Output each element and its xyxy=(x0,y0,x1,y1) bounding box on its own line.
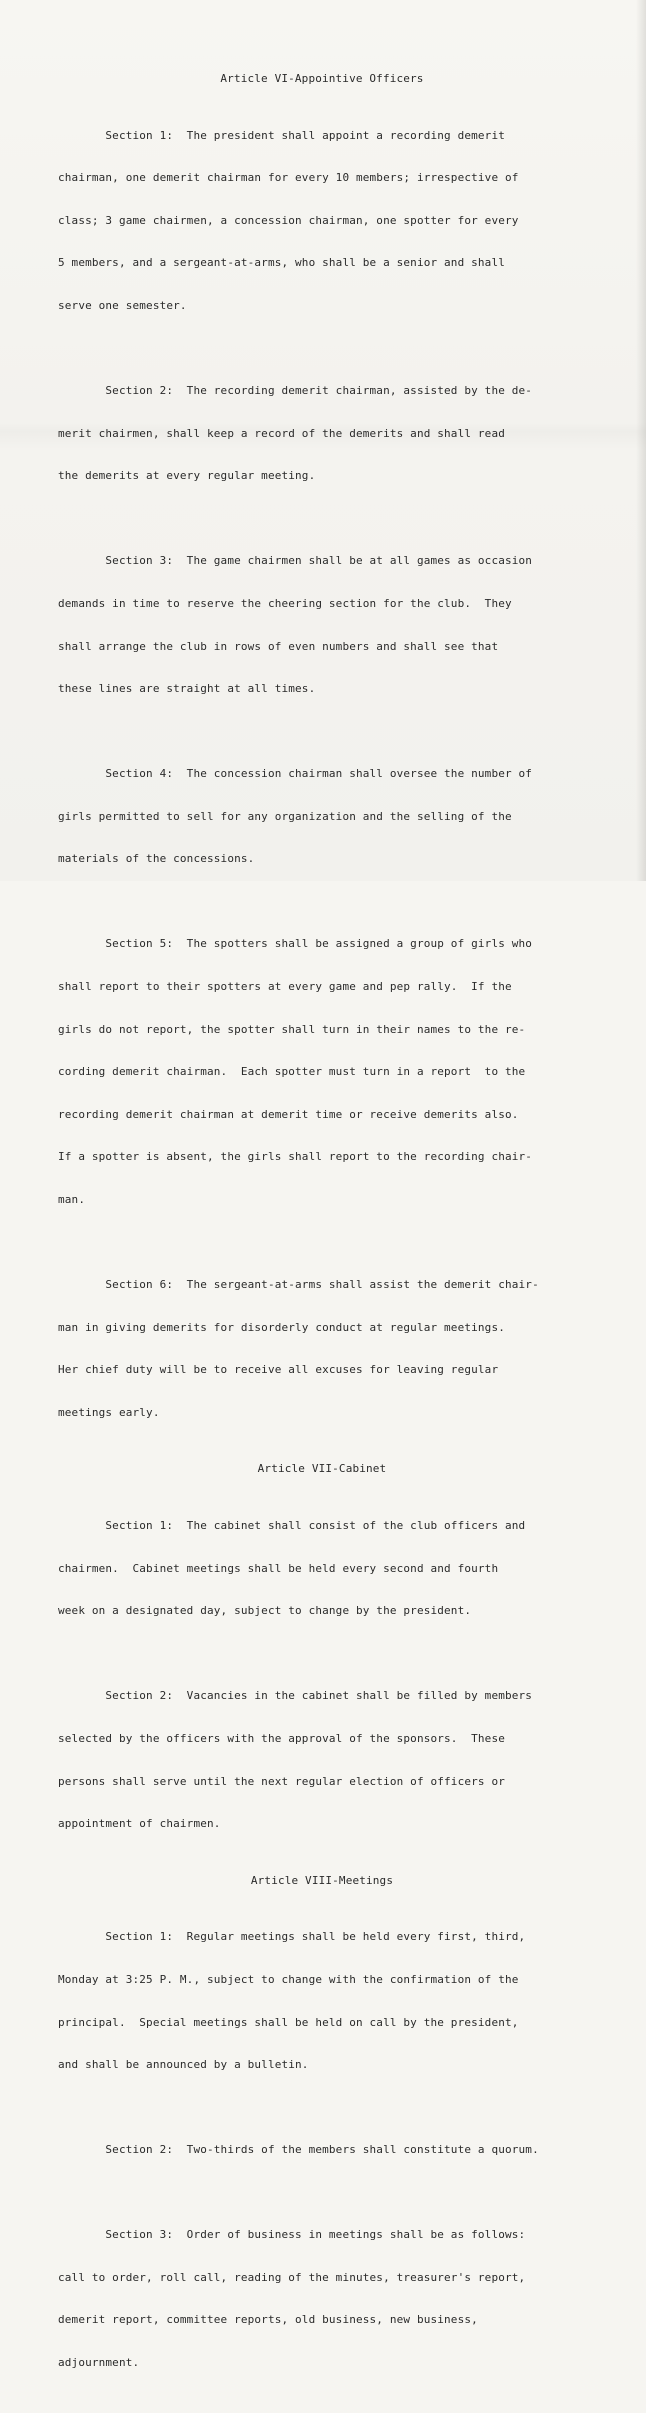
text-line: Section 5: The spotters shall be assigned a group of girls who xyxy=(58,937,533,951)
text-line: Monday at 3:25 P. M., subject to change with the confirmation of the xyxy=(58,1972,519,1986)
article-8-heading: Article VIII-Meetings xyxy=(250,1873,394,1887)
text-line: materials of the concessions. xyxy=(58,852,255,866)
text-line: selected by the officers with the approval of the sponsors. These xyxy=(58,1731,505,1745)
page-edge-shadow xyxy=(636,0,646,881)
article-7-heading: Article VII-Cabinet xyxy=(257,1462,387,1476)
article-6-heading: Article VI-Appointive Officers xyxy=(220,72,424,85)
text-line: Section 1: Regular meetings shall be held every first, third, xyxy=(58,1930,526,1944)
text-line: and shall be announced by a bulletin. xyxy=(58,2058,309,2072)
article-8-section-2 xyxy=(58,2115,586,2186)
text-line: If a spotter is absent, the girls shall report to the recording chair- xyxy=(58,1150,533,1164)
text-line: Section 3: Order of business in meetings shall be as follows: xyxy=(58,2228,526,2242)
article-6-section-1 xyxy=(58,100,586,341)
text-line: 5 members, and a sergeant-at-arms, who shall be a senior and shall xyxy=(58,256,505,270)
text-line: cording demerit chairman. Each spotter must turn in a report to the xyxy=(58,1065,526,1079)
article-7-section-2 xyxy=(58,1661,586,1860)
text-line: the demerits at every regular meeting. xyxy=(58,469,316,483)
article-7-section-1 xyxy=(58,1491,586,1647)
text-line: chairman, one demerit chairman for every 10 members; irrespective of xyxy=(58,171,519,185)
article-6-section-6 xyxy=(58,1250,586,1449)
article-8-section-3 xyxy=(58,2200,586,2399)
text-line: shall arrange the club in rows of even numbers and shall see that xyxy=(58,639,499,653)
text-line: Section 3: The game chairmen shall be at all games as occasion xyxy=(58,554,533,568)
text-line: recording demerit chairman at demerit time or receive demerits also. xyxy=(58,1107,519,1121)
text-line: these lines are straight at all times. xyxy=(58,682,316,696)
text-line: principal. Special meetings shall be held on call by the president, xyxy=(58,2015,519,2029)
article-6-section-5 xyxy=(58,909,586,1236)
text-line: chairmen. Cabinet meetings shall be held every second and fourth xyxy=(58,1561,499,1575)
text-line: girls permitted to sell for any organization and the selling of the xyxy=(58,809,512,823)
article-6-section-4 xyxy=(58,739,586,895)
text-line: girls do not report, the spotter shall turn in their names to the re- xyxy=(58,1022,526,1036)
text-line: meetings early. xyxy=(58,1405,160,1419)
document-body xyxy=(58,72,586,2413)
text-line: demerit report, committee reports, old business, new business, xyxy=(58,2313,478,2327)
article-8-section-1 xyxy=(58,1902,586,2101)
article-6-section-3 xyxy=(58,526,586,725)
text-line: persons shall serve until the next regular election of officers or xyxy=(58,1774,505,1788)
text-line: Section 1: The cabinet shall consist of the club officers and xyxy=(58,1519,526,1533)
text-line: serve one semester. xyxy=(58,299,187,313)
text-line: Section 2: Vacancies in the cabinet shall be filled by members xyxy=(58,1689,533,1703)
text-line: adjournment. xyxy=(58,2356,140,2370)
text-line: Section 2: Two-thirds of the members shall constitute a quorum. xyxy=(58,2143,539,2157)
text-line: class; 3 game chairmen, a concession chairman, one spotter for every xyxy=(58,213,519,227)
text-line: shall report to their spotters at every game and pep rally. If the xyxy=(58,979,512,993)
text-line: man in giving demerits for disorderly conduct at regular meetings. xyxy=(58,1320,505,1334)
text-line: merit chairmen, shall keep a record of the demerits and shall read xyxy=(58,426,505,440)
text-line: Section 2: The recording demerit chairman, assisted by the de- xyxy=(58,384,533,398)
text-line: week on a designated day, subject to change by the president. xyxy=(58,1604,472,1618)
text-line: call to order, roll call, reading of the minutes, treasurer's report, xyxy=(58,2270,526,2284)
text-line: appointment of chairmen. xyxy=(58,1817,221,1831)
text-line: demands in time to reserve the cheering section for the club. They xyxy=(58,596,512,610)
article-6-section-2 xyxy=(58,356,586,512)
text-line: man. xyxy=(58,1193,86,1207)
text-line: Her chief duty will be to receive all excuses for leaving regular xyxy=(58,1363,499,1377)
text-line: Section 1: The president shall appoint a recording demerit xyxy=(58,128,505,142)
text-line: Section 6: The sergeant-at-arms shall assist the demerit chair- xyxy=(58,1278,539,1292)
text-line: Section 4: The concession chairman shall oversee the number of xyxy=(58,767,533,781)
